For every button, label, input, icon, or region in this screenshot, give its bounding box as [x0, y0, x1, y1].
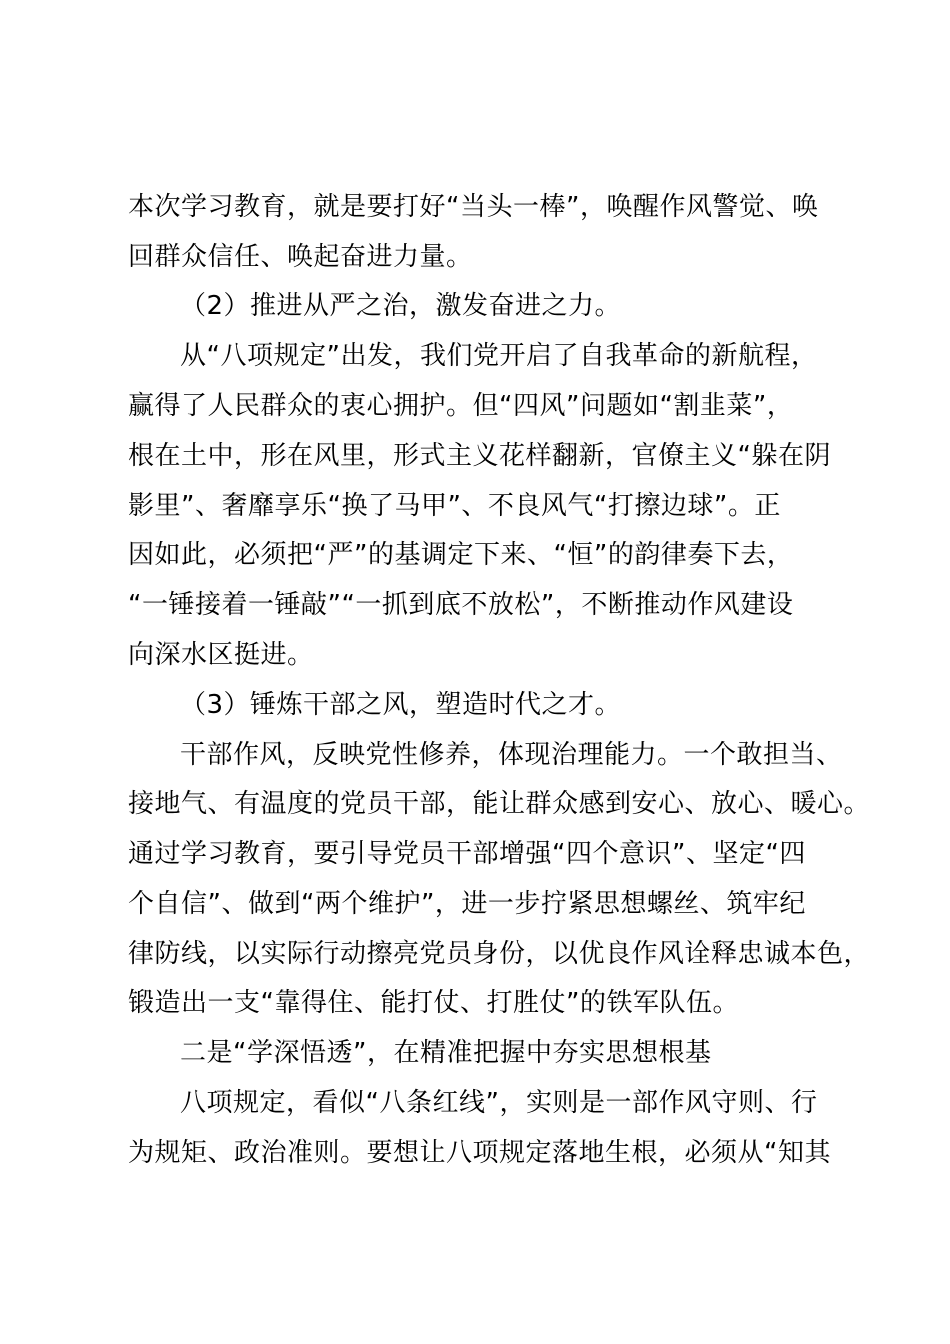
text-line-2: 回群众信任、唤起奋进力量。 — [128, 242, 473, 272]
text-line-4: 从“八项规定”出发，我们党开启了自我革命的新航程， — [180, 341, 818, 371]
section-heading-3: （3）锤炼干部之风，塑造时代之才。 — [180, 690, 622, 720]
text-line-16: 律防线，以实际行动擦亮党员身份，以优良作风诠释忠诚本色， — [128, 939, 871, 969]
text-line-1: 本次学习教育，就是要打好“当头一棒”，唤醒作风警觉、唤 — [128, 192, 819, 222]
text-line-14: 通过学习教育，要引导党员干部增强“四个意识”、坚定“四 — [128, 839, 806, 869]
text-line-19: 八项规定，看似“八条红线”，实则是一部作风守则、行 — [180, 1088, 818, 1118]
section-heading-second: 二是“学深悟透”，在精准把握中夯实思想根基 — [180, 1038, 712, 1068]
text-line-9: “一锤接着一锤敲”“一抓到底不放松”，不断推动作风建设 — [128, 590, 794, 620]
text-line-6: 根在土中，形在风里，形式主义花样翻新，官僚主义“躲在阴 — [128, 441, 831, 471]
text-line-20: 为规矩、政治准则。要想让八项规定落地生根，必须从“知其 — [128, 1138, 831, 1168]
text-line-17: 锻造出一支“靠得住、能打仗、打胜仗”的铁军队伍。 — [128, 988, 739, 1018]
section-heading-2: （2）推进从严之治，激发奋进之力。 — [180, 291, 622, 321]
text-line-15: 个自信”、做到“两个维护”，进一步拧紧思想螺丝、筑牢纪 — [128, 889, 806, 919]
text-line-5: 赢得了人民群众的衷心拥护。但“四风”问题如“割韭菜”， — [128, 391, 794, 421]
text-line-7: 影里”、奢靡享乐“换了马甲”、不良风气“打擦边球”。正 — [128, 491, 781, 521]
text-line-8: 因如此，必须把“严”的基调定下来、“恒”的韵律奏下去， — [128, 540, 794, 570]
text-line-10: 向深水区挺进。 — [128, 640, 314, 670]
text-line-12: 干部作风，反映党性修养，体现治理能力。一个敢担当、 — [180, 740, 843, 770]
text-line-13: 接地气、有温度的党员干部，能让群众感到安心、放心、暖心。 — [128, 789, 871, 819]
